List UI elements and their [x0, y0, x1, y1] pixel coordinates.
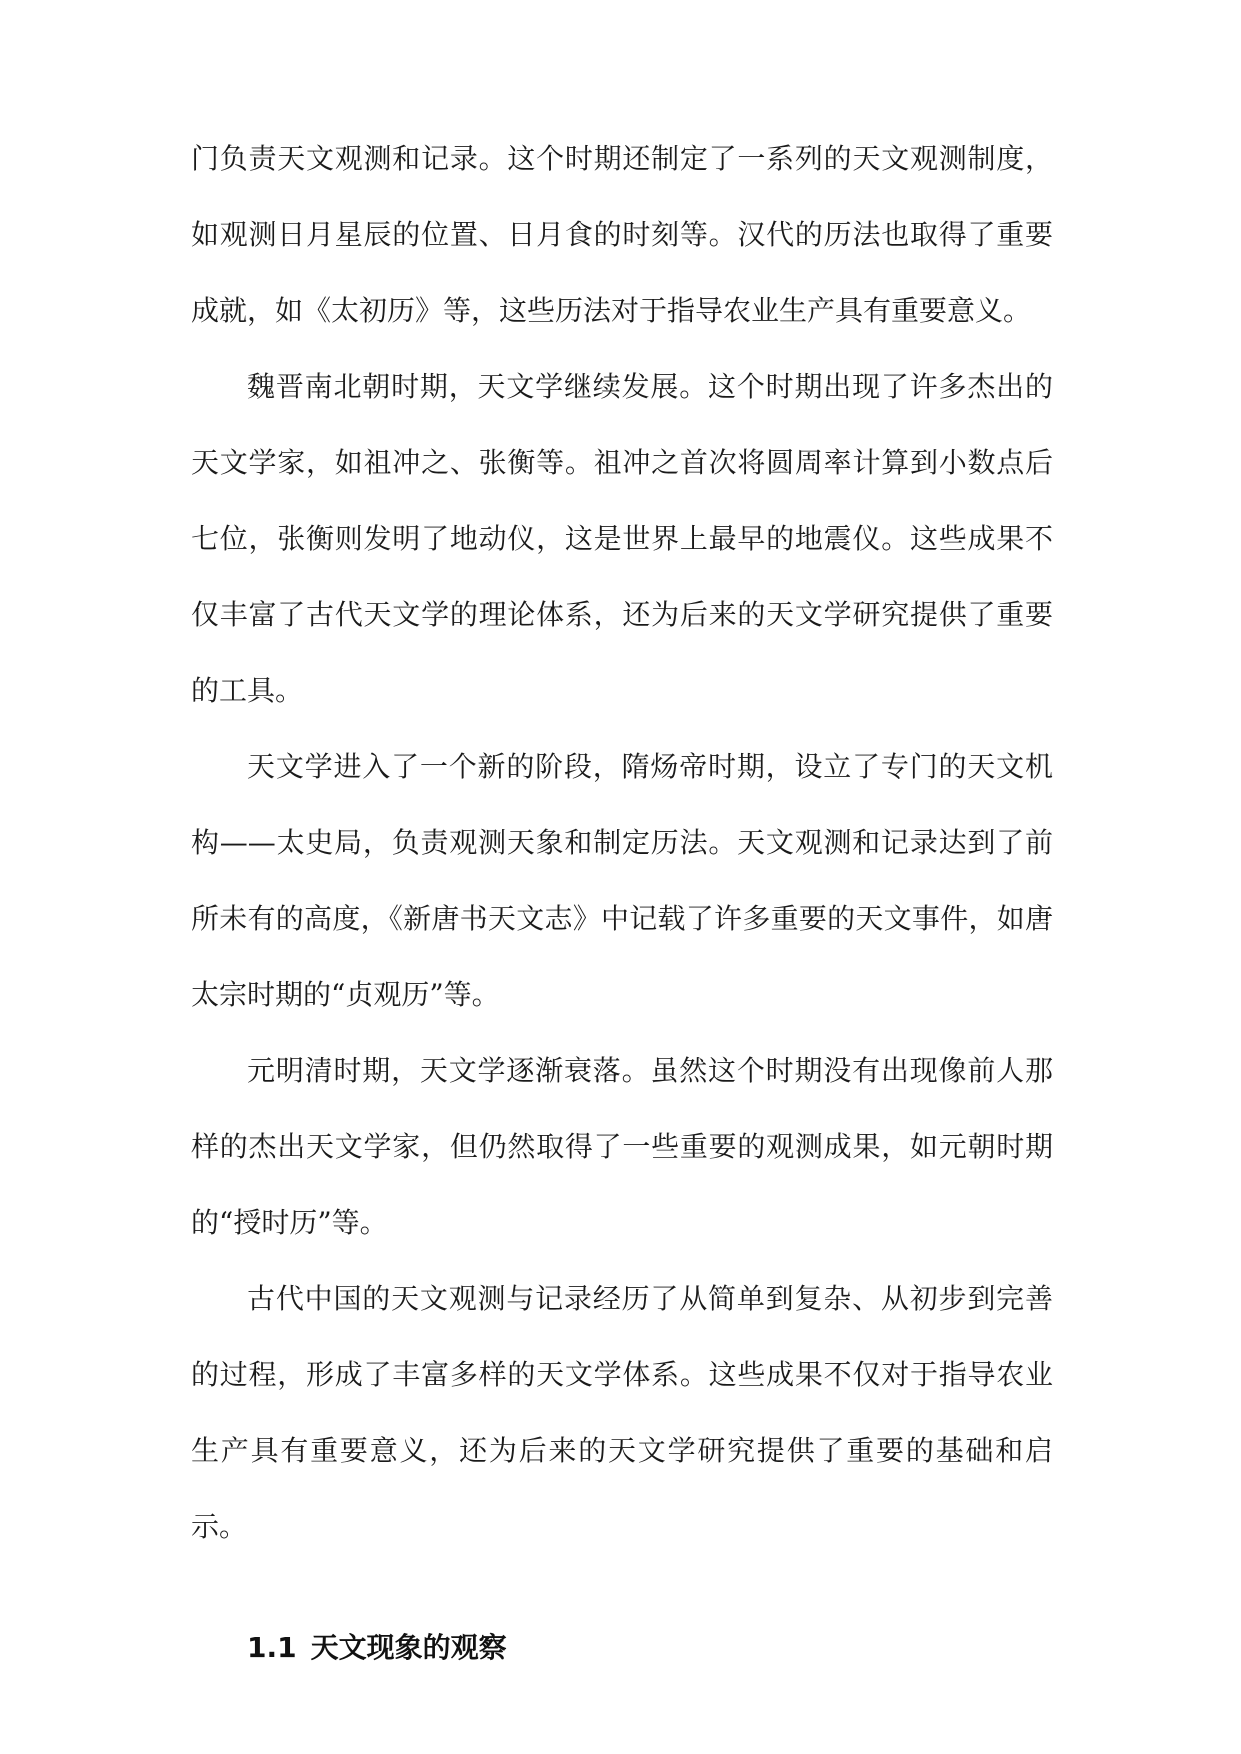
paragraph-sui-tang: 天文学进入了一个新的阶段，隋炀帝时期，设立了专门的天文机构——太史局，负责观测天象和制定历法。天文观测和记录达到了前所未有的高度，《新唐书天文志》中记载了许多重要的天文事件，如唐太宗时期的“贞观历”等。: [191, 750, 1053, 1011]
paragraph-continued: 门负责天文观测和记录。这个时期还制定了一系列的天文观测制度，如观测日月星辰的位置、日月食的时刻等。汉代的历法也取得了重要成就，如《太初历》等，这些历法对于指导农业生产具有重要意义。: [191, 142, 1053, 327]
paragraph-summary: 古代中国的天文观测与记录经历了从简单到复杂、从初步到完善的过程，形成了丰富多样的天文学体系。这些成果不仅对于指导农业生产具有重要意义，还为后来的天文学研究提供了重要的基础和启示。: [191, 1282, 1053, 1543]
section-title: 天文现象的观察: [310, 1631, 507, 1664]
page-body: [191, 121, 1053, 1686]
section-number: 1.1: [247, 1631, 297, 1664]
section-heading: [191, 1610, 1053, 1686]
paragraph-wei-jin: 魏晋南北朝时期，天文学继续发展。这个时期出现了许多杰出的天文学家，如祖冲之、张衡等。祖冲之首次将圆周率计算到小数点后七位，张衡则发明了地动仪，这是世界上最早的地震仪。这些成果不仅丰富了古代天文学的理论体系，还为后来的天文学研究提供了重要的工具。: [191, 370, 1053, 707]
paragraph-yuan-ming-qing: 元明清时期，天文学逐渐衰落。虽然这个时期没有出现像前人那样的杰出天文学家，但仍然取得了一些重要的观测成果，如元朝时期的“授时历”等。: [191, 1054, 1053, 1239]
